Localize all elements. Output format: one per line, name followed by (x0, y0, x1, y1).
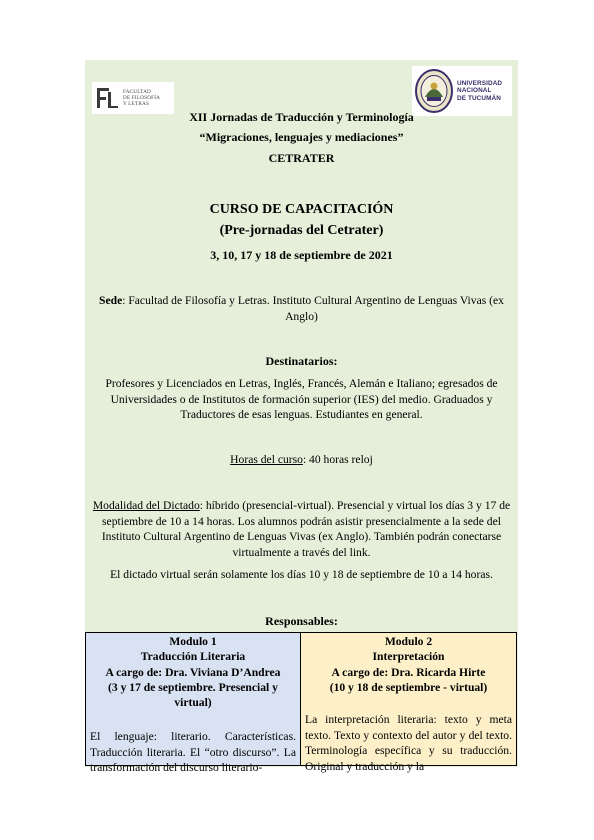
module-1-description: El lenguaje: literario. Características. Traducción literaria. El “otro discurso”. La transformación del discurso literario- (90, 730, 296, 775)
horas-label: Horas del curso (230, 453, 303, 466)
unt-seal-icon (415, 69, 453, 113)
module-1-schedule: (3 y 17 de septiembre. Presencial y virtual) (108, 680, 278, 710)
modalidad-label: Modalidad del Dictado (92, 499, 200, 512)
event-title: XII Jornadas de Traducción y Terminología (189, 110, 414, 124)
module-1-number: Modulo 1 (169, 635, 217, 648)
organizer-name: CETRATER (268, 151, 335, 165)
module-1-cell (86, 633, 301, 775)
modalidad-paragraph (90, 498, 513, 560)
unt-logo-text: UNIVERSIDAD NACIONAL DE TUCUMÁN (457, 79, 503, 102)
horas-text: : 40 horas reloj (302, 453, 373, 466)
horas-paragraph (90, 452, 513, 468)
dictado-virtual-text: El dictado virtual serán solamente los días 10 y 18 de septiembre de 10 a 14 horas. (110, 568, 493, 581)
module-1-teacher: A cargo de: Dra. Viviana D’Andrea (105, 665, 281, 679)
unt-logo (412, 66, 512, 116)
sede-paragraph (90, 293, 513, 324)
module-2-teacher: A cargo de: Dra. Ricarda Hirte (331, 665, 486, 679)
modalidad-text: : híbrido (presencial-virtual). Presencial y virtual los días 3 y 17 de septiembre de 10 a 14 horas. Los alumnos podrán asistir presencialmente a la sede del Instituto Cultural Argentino de Lenguas Vivas (ex Anglo). También podrán conectarse virtualmente a través del link. (101, 499, 511, 559)
sede-label: Sede (99, 294, 123, 307)
module-2-cell (301, 633, 516, 773)
destinatarios-heading: Destinatarios: (265, 354, 338, 368)
ffyl-emblem-icon (95, 86, 119, 110)
module-2-description: La interpretación literaria: texto y meta texto. Texto y contexto del autor y del texto. Terminología específica y su traducción. Original y traducción y la (305, 713, 512, 773)
module-2-header (301, 633, 516, 695)
course-subtitle: (Pre-jornadas del Cetrater) (219, 223, 384, 238)
course-title: CURSO DE CAPACITACIÓN (209, 202, 394, 217)
ffyl-logo-text: FACULTAD DE FILOSOFÍA Y LETRAS (123, 89, 161, 107)
destinatarios-text: Profesores y Licenciados en Letras, Inglés, Francés, Alemán e Italiano; egresados de Universidades o de Institutos de formación superior (IES) del medio. Graduados y Traductores de esas lenguas. Estudiantes en general. (105, 377, 498, 421)
module-2-title: Interpretación (372, 650, 445, 664)
module-1-title: Traducción Literaria (140, 650, 246, 664)
course-dates: 3, 10, 17 y 18 de septiembre de 2021 (210, 248, 393, 262)
sede-text: : Facultad de Filosofía y Letras. Instituto Cultural Argentino de Lenguas Vivas (ex Anglo) (122, 294, 504, 323)
responsables-heading: Responsables: (265, 614, 338, 628)
event-subtitle: “Migraciones, lenguajes y mediaciones” (199, 130, 404, 144)
module-2-schedule: (10 y 18 de septiembre - virtual) (329, 680, 488, 694)
module-2-number: Modulo 2 (384, 635, 433, 648)
modules-table (85, 632, 517, 775)
module-1-header (86, 633, 300, 710)
